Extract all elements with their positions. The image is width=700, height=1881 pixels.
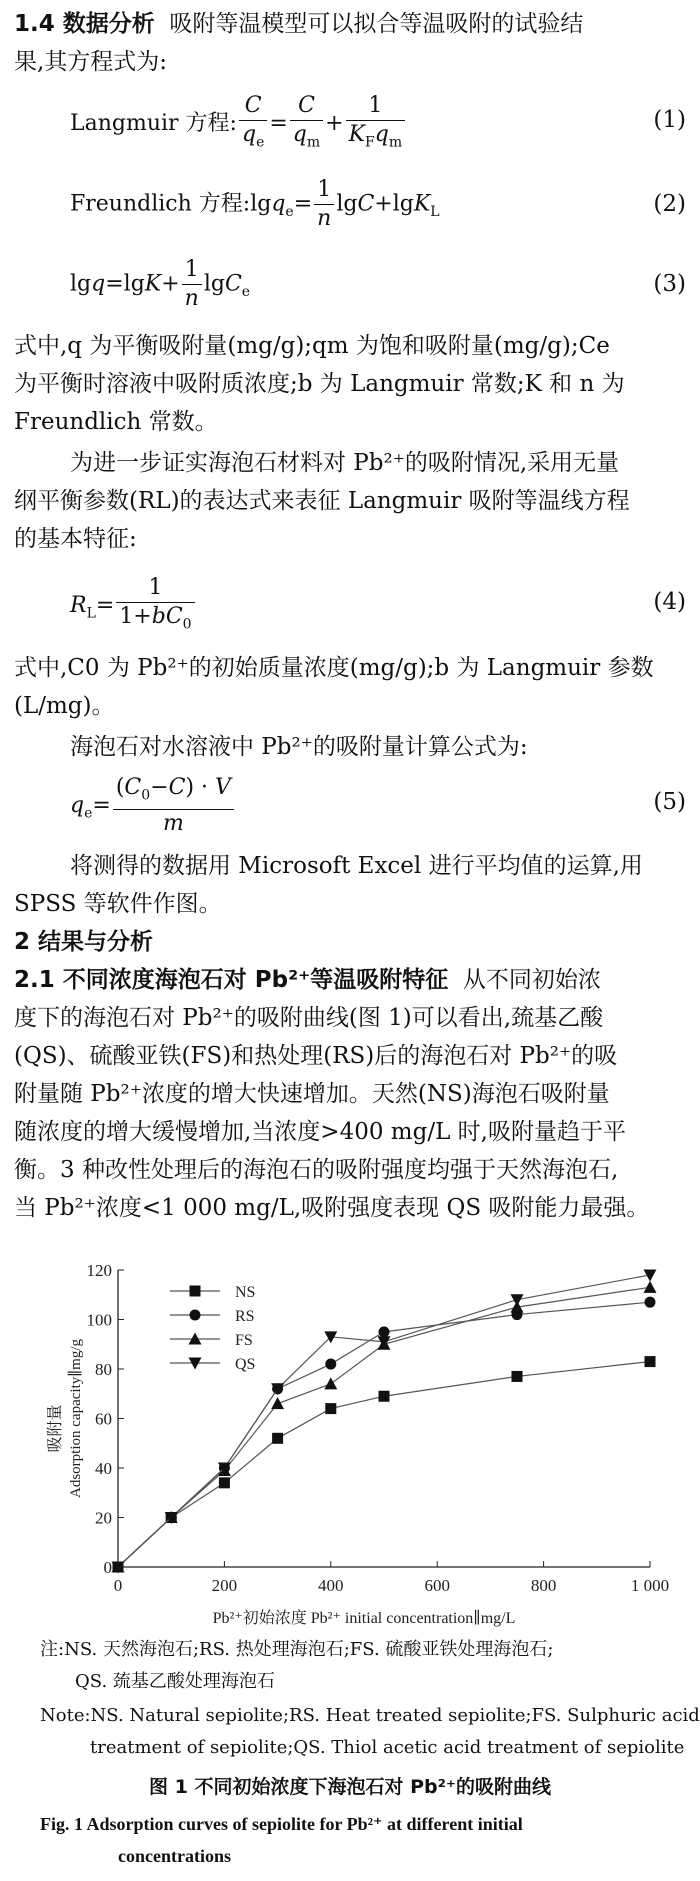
data-point-ns xyxy=(325,1403,336,1414)
y-tick-label: 80 xyxy=(95,1360,112,1379)
figure-note-en-2: treatment of sepiolite;QS. Thiol acetic acid treatment of sepiolite xyxy=(90,1737,685,1758)
data-point-ns xyxy=(512,1371,523,1382)
x-tick-label: 800 xyxy=(530,1576,557,1595)
legend-label-qs: QS xyxy=(235,1356,256,1373)
y-tick-label: 120 xyxy=(86,1261,112,1280)
legend-label-rs: RS xyxy=(235,1308,255,1325)
rl-line-3: 的基本特征: xyxy=(14,526,137,552)
figure-note-en-1: Note:NS. Natural sepiolite;RS. Heat treated sepiolite;FS. Sulphuric acid xyxy=(40,1705,700,1726)
equation-1: Langmuir 方程: $\frac{C}{q_e}$ = $\frac{C}{q_m}$ + $\frac{1}{K_Fq_m}$ xyxy=(70,92,407,156)
equation-5-number: (5) xyxy=(653,789,686,815)
section-1-4-intro-1: 吸附等温模型可以拟合等温吸附的试验结 xyxy=(169,11,584,37)
data-point-fs xyxy=(271,1397,284,1409)
legend-marker-ns xyxy=(190,1286,201,1297)
rl-line-2: 纲平衡参数(RL)的表达式来表征 Langmuir 吸附等温线方程 xyxy=(14,488,630,514)
x-tick-label: 1 000 xyxy=(630,1576,670,1595)
adsorption-chart xyxy=(47,1255,670,1627)
section-1-4-heading: 1.4 数据分析 xyxy=(14,11,155,37)
section-2-1-line4: 附量随 Pb²⁺浓度的增大快速增加。天然(NS)海泡石吸附量 xyxy=(14,1081,610,1107)
definition-line-1: 式中,q 为平衡吸附量(mg/g);qm 为饱和吸附量(mg/g);Ce xyxy=(14,333,610,359)
section-1-4-line1 xyxy=(14,6,686,42)
y-tick-label: 20 xyxy=(95,1508,112,1528)
x-axis-label: Pb²⁺初始浓度 Pb²⁺ initial concentration∥mg/L xyxy=(212,1610,516,1627)
figure-note-cn-1: 注:NS. 天然海泡石;RS. 热处理海泡石;FS. 硫酸亚铁处理海泡石; xyxy=(40,1639,554,1660)
figure-note-cn-2: QS. 巯基乙酸处理海泡石 xyxy=(75,1671,275,1692)
data-point-ns xyxy=(379,1391,390,1402)
data-point-qs xyxy=(511,1294,524,1306)
y-tick-label: 0 xyxy=(103,1558,112,1577)
c0-line-2: (L/mg)。 xyxy=(14,693,115,719)
equation-4: $R_L=$ $\frac{1}{1+bC_0}$ xyxy=(70,574,197,638)
equation-2-number: (2) xyxy=(653,191,686,217)
equation-3-number: (3) xyxy=(653,271,686,297)
rl-line-1: 为进一步证实海泡石材料对 Pb²⁺的吸附情况,采用无量 xyxy=(70,450,620,476)
y-tick-label: 60 xyxy=(95,1409,112,1429)
section-2-1-line7: 当 Pb²⁺浓度<1 000 mg/L,吸附强度表现 QS 吸附能力最强。 xyxy=(14,1195,650,1221)
equation-1-label: Langmuir 方程: xyxy=(70,111,237,137)
equation-2-label: Freundlich 方程: xyxy=(70,191,251,217)
y-axis-label-cn: 吸附量 xyxy=(47,1404,64,1453)
section-2-1-line1-tail: 从不同初始浓 xyxy=(462,967,601,993)
y-tick-label: 40 xyxy=(95,1459,112,1478)
data-point-ns xyxy=(219,1477,230,1488)
y-axis-label-en: Adsorption capacity∥mg/g xyxy=(68,1339,84,1498)
data-point-ns xyxy=(272,1433,283,1444)
data-point-ns xyxy=(645,1356,656,1367)
figure-caption-en-1: Fig. 1 Adsorption curves of sepiolite for Pb²⁺ at different initial xyxy=(40,1814,523,1834)
equation-1-number: (1) xyxy=(653,107,686,133)
section-2-1-heading: 2.1 不同浓度海泡石对 Pb²⁺等温吸附特征 xyxy=(14,967,449,993)
equation-4-number: (4) xyxy=(653,589,686,615)
x-tick-label: 0 xyxy=(113,1576,123,1595)
excel-line-1: 将测得的数据用 Microsoft Excel 进行平均值的运算,用 xyxy=(70,853,643,879)
definition-line-2: 为平衡时溶液中吸附质浓度;b 为 Langmuir 常数;K 和 n 为 xyxy=(14,371,625,397)
section-2-1-line1 xyxy=(14,962,686,998)
section-2-1-line3: (QS)、硫酸亚铁(FS)和热处理(RS)后的海泡石对 Pb²⁺的吸 xyxy=(14,1043,618,1069)
data-point-fs xyxy=(644,1281,657,1293)
legend-label-ns: NS xyxy=(235,1284,256,1301)
y-tick-label: 100 xyxy=(86,1310,112,1330)
equation-3: lgq=lgK+ $\frac{1}{n}$ lgC$_e$ xyxy=(70,257,251,311)
section-2-1-line5: 随浓度的增大缓慢增加,当浓度>400 mg/L 时,吸附量趋于平 xyxy=(14,1119,626,1145)
qe-formula-intro: 海泡石对水溶液中 Pb²⁺的吸附量计算公式为: xyxy=(70,734,528,760)
x-tick-label: 600 xyxy=(424,1576,450,1595)
figure-caption-en-2: concentrations xyxy=(118,1846,231,1866)
adsorption-chart-svg xyxy=(47,1255,670,1627)
legend-label-fs: FS xyxy=(235,1332,253,1349)
legend-marker-rs xyxy=(190,1310,201,1321)
figure-caption-cn: 图 1 不同初始浓度下海泡石对 Pb²⁺的吸附曲线 xyxy=(149,1776,551,1798)
definition-line-3: Freundlich 常数。 xyxy=(14,409,218,435)
data-point-rs xyxy=(645,1297,656,1308)
data-point-fs xyxy=(324,1377,337,1389)
excel-line-2: SPSS 等软件作图。 xyxy=(14,891,222,917)
equation-5: $q_e=$ $\frac{(C_0-C) \cdot V}{m}$ xyxy=(70,774,236,838)
x-tick-label: 200 xyxy=(211,1576,238,1595)
section-2-heading: 2 结果与分析 xyxy=(14,929,154,955)
section-2-1-line6: 衡。3 种改性处理后的海泡石的吸附强度均强于天然海泡石, xyxy=(14,1157,619,1183)
data-point-rs xyxy=(379,1326,390,1337)
data-point-rs xyxy=(325,1359,336,1370)
x-tick-label: 400 xyxy=(318,1576,344,1595)
section-2-1-line2: 度下的海泡石对 Pb²⁺的吸附曲线(图 1)可以看出,巯基乙酸 xyxy=(14,1005,604,1031)
section-1-4-intro-2: 果,其方程式为: xyxy=(14,49,168,75)
equation-2: Freundlich 方程:lgq$_e$= $\frac{1}{n}$ lgC+lgK$_L$ xyxy=(70,177,440,231)
c0-line-1: 式中,C0 为 Pb²⁺的初始质量浓度(mg/g);b 为 Langmuir 参数 xyxy=(14,655,654,681)
